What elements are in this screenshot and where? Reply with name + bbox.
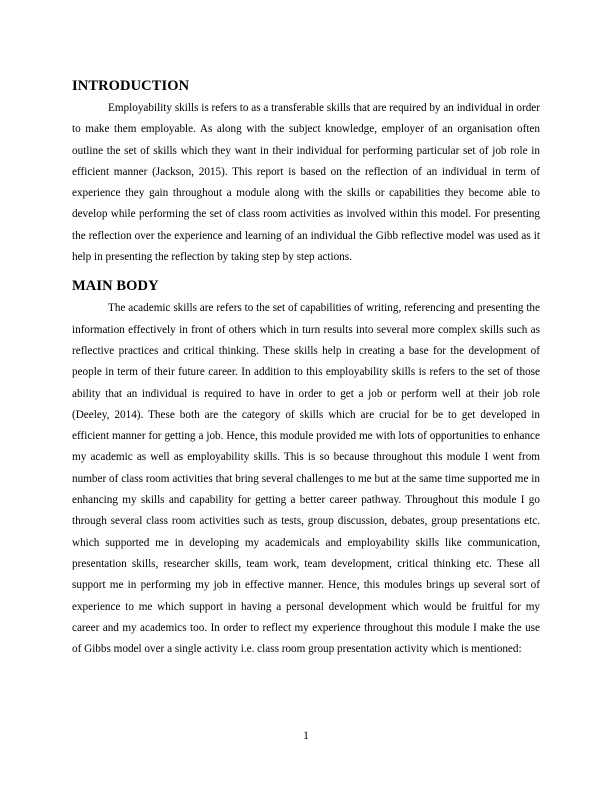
page-number: 1 <box>303 730 309 742</box>
introduction-heading: INTRODUCTION <box>72 78 190 94</box>
introduction-paragraph: Employability skills is refers to as a transferable skills that are required by an individual in order to make them employable. As along with the subject knowledge, employer of an organisation often outline the set of skills which they want in their individual for performing particular set of job role in efficient manner (Jackson, 2015). This report is based on the reflection of an individual in term of experience they gain throughout a module along with the skills or capabilities they become able to develop while performing the set of class room activities as involved within this model. For presenting the reflection over the experience and learning of an individual the Gibb reflective model was used as it help in presenting the reflection by taking step by step actions. <box>72 102 540 264</box>
page-content <box>72 76 540 660</box>
main-body-paragraph: The academic skills are refers to the set of capabilities of writing, referencing and presenting the information effectively in front of others which in turn results into several more complex skills such as reflective practices and critical thinking. These skills help in creating a base for the development of people in term of their future career. In addition to this employability skills is refers to the set of those ability that an individual is required to have in order to get a job or perform well at their job role (Deeley, 2014). These both are the category of skills which are crucial for be to get developed in efficient manner for getting a job. Hence, this module provided me with lots of opportunities to enhance my academic as well as employability skills. This is so because throughout this module I went from number of class room activities that bring several challenges to me but at the same time supported me in enhancing my skills and capability for getting a better career pathway. Throughout this module I go through several class room activities such as tests, group discussion, debates, group presentations etc. which supported me in developing my academicals and employability skills like communication, presentation skills, researcher skills, team work, team development, critical thinking etc. These all support me in performing my job in effective manner. Hence, this modules brings up several sort of experience to me which support in having a personal development which would be fruitful for my career and my academics too. In order to reflect my experience throughout this module I make the use of Gibbs model over a single activity i.e. class room group presentation activity which is mentioned: <box>72 302 540 656</box>
main-body-heading: MAIN BODY <box>72 278 159 295</box>
